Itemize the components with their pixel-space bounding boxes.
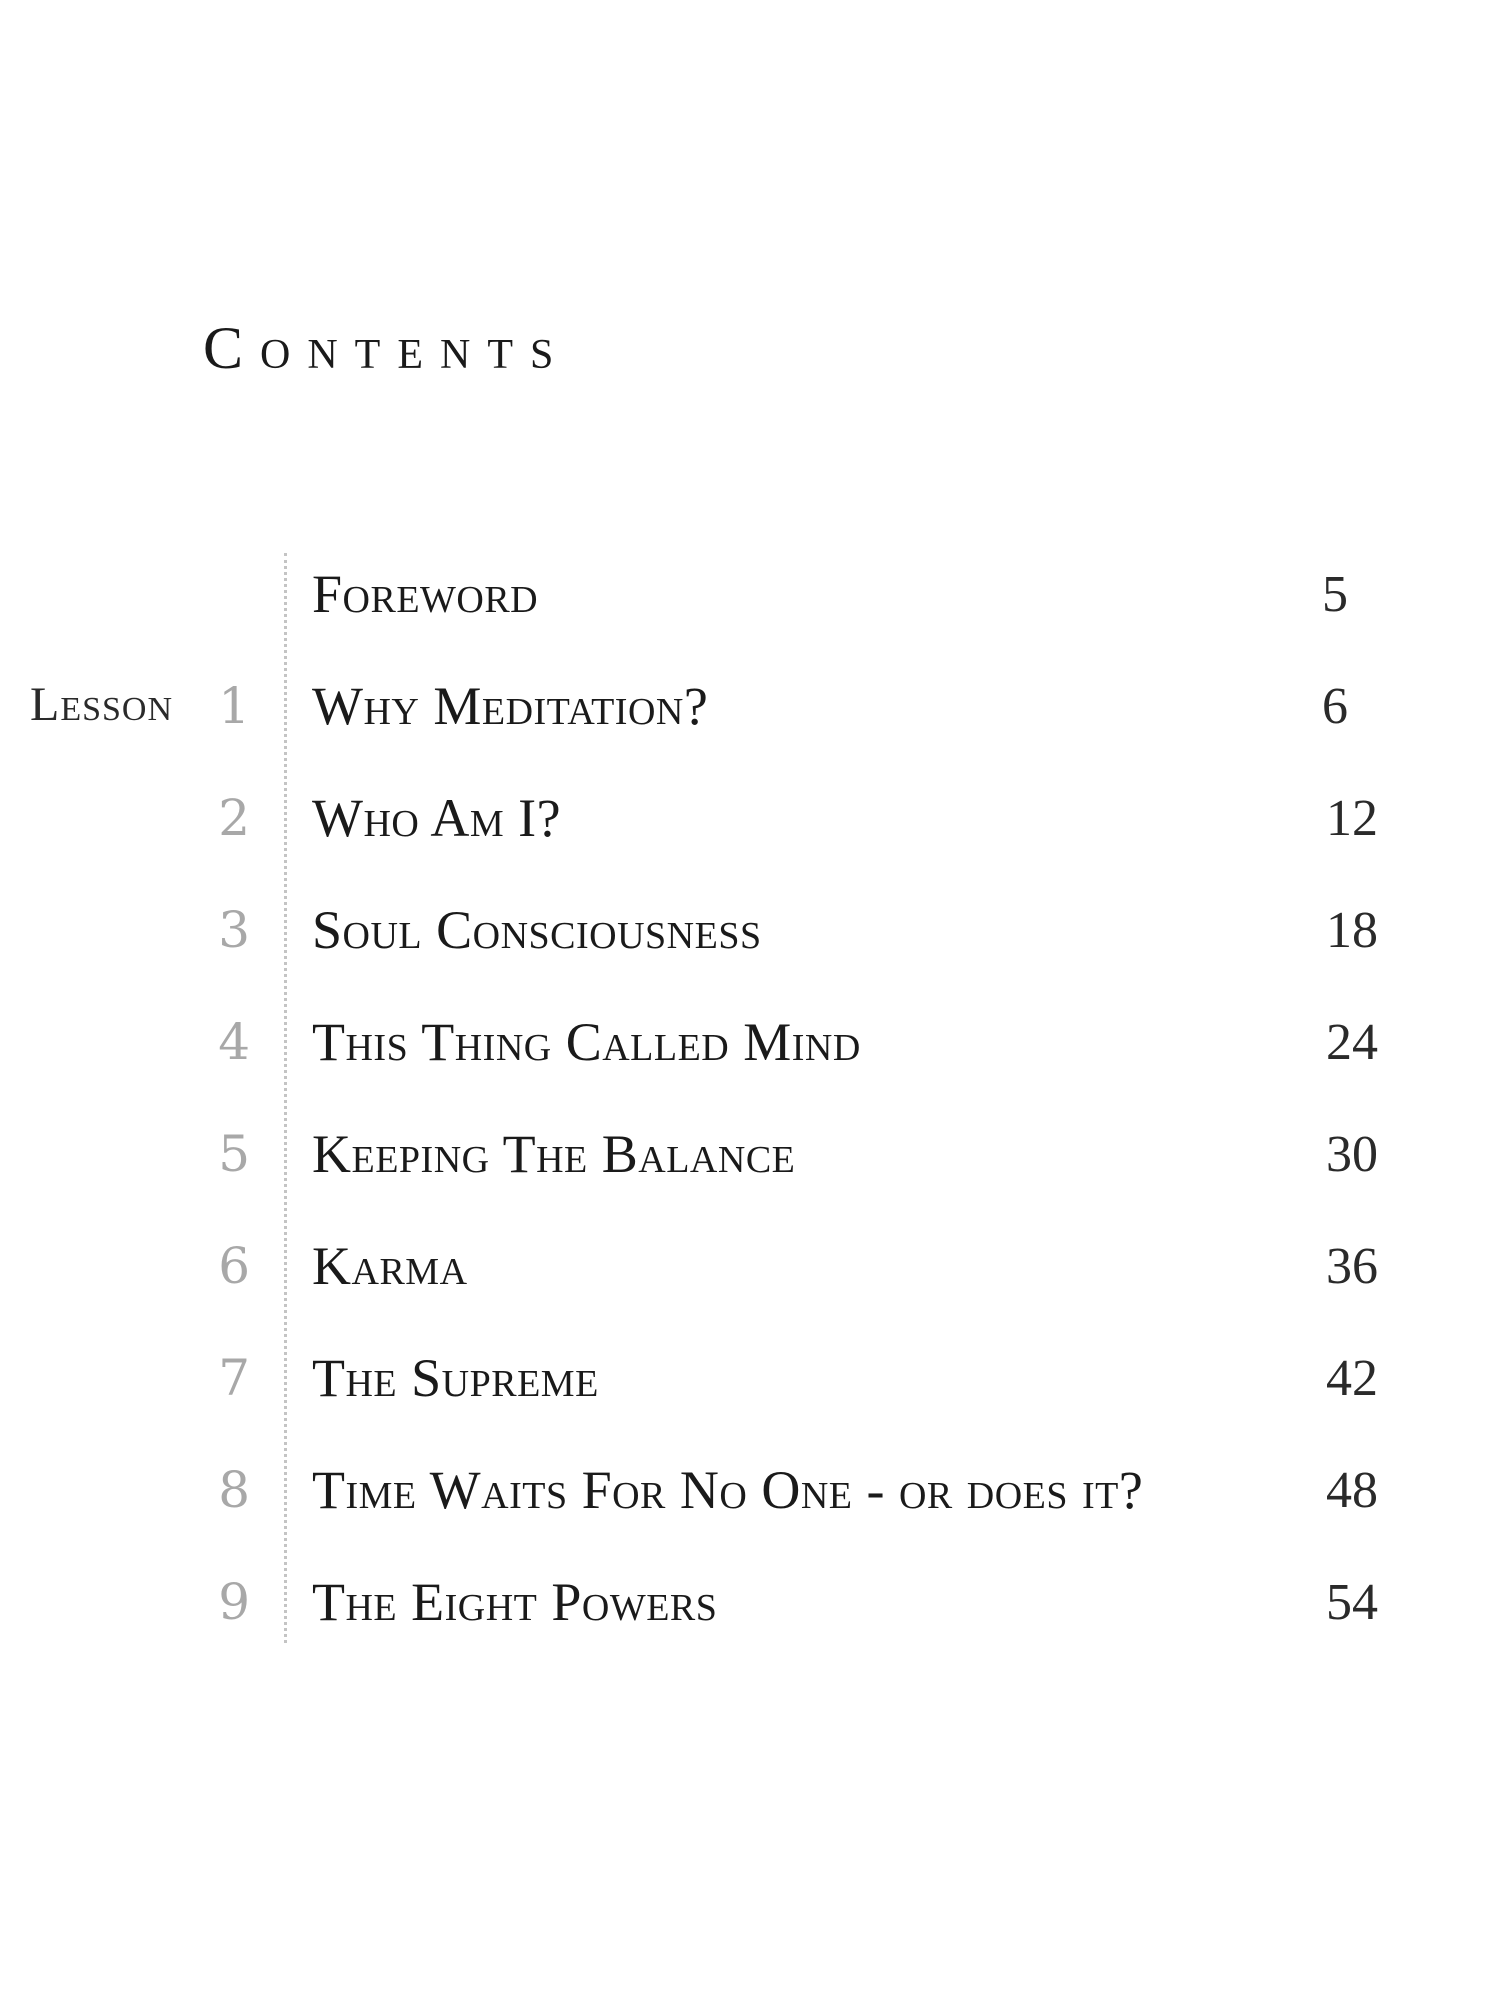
- toc-entry-title[interactable]: Foreword: [312, 564, 539, 624]
- toc-entry-title[interactable]: The Supreme: [312, 1348, 599, 1408]
- toc-entry-title[interactable]: Who Am I?: [312, 788, 562, 848]
- toc-row-lesson-7[interactable]: [0, 1337, 1500, 1449]
- toc-entry-title[interactable]: Keeping The Balance: [312, 1124, 796, 1184]
- toc-page-number: 48: [1326, 1462, 1378, 1519]
- toc-entry-title[interactable]: Why Meditation?: [312, 676, 709, 736]
- toc-lesson-number: 5: [218, 1125, 250, 1183]
- toc-page-number: 30: [1326, 1126, 1378, 1183]
- toc-lesson-number: 9: [218, 1573, 250, 1631]
- toc-entry-title[interactable]: Karma: [312, 1236, 468, 1296]
- toc-row-lesson-5[interactable]: [0, 1113, 1500, 1225]
- toc-page-number: 6: [1322, 678, 1348, 735]
- toc-row-lesson-4[interactable]: [0, 1001, 1500, 1113]
- toc-entry-title[interactable]: Soul Consciousness: [312, 900, 762, 960]
- toc-row-lesson-8[interactable]: [0, 1449, 1500, 1561]
- toc-lesson-number: 7: [218, 1349, 250, 1407]
- page-title: Contents: [203, 315, 571, 381]
- toc-page-number: 24: [1326, 1014, 1378, 1071]
- toc-row-lesson-3[interactable]: [0, 889, 1500, 1001]
- toc-lesson-number: 1: [218, 677, 250, 735]
- toc-entry-title[interactable]: This Thing Called Mind: [312, 1012, 861, 1072]
- toc-lesson-number: 8: [218, 1461, 250, 1519]
- toc-lesson-number: 4: [218, 1013, 250, 1071]
- toc-page-number: 54: [1326, 1574, 1378, 1631]
- toc-lesson-number: 2: [218, 789, 250, 847]
- toc-row-lesson-2[interactable]: [0, 777, 1500, 889]
- toc-entry-title[interactable]: The Eight Powers: [312, 1572, 718, 1632]
- toc-page-number: 12: [1326, 790, 1378, 847]
- toc-page-number: 5: [1322, 566, 1348, 623]
- toc-row-lesson-6[interactable]: [0, 1225, 1500, 1337]
- toc-row-foreword[interactable]: [0, 553, 1500, 665]
- toc-page-number: 36: [1326, 1238, 1378, 1295]
- toc-row-lesson-9[interactable]: [0, 1561, 1500, 1673]
- toc-lesson-number: 3: [218, 901, 250, 959]
- toc-entry-title[interactable]: Time Waits For No One - or does it?: [312, 1460, 1144, 1520]
- table-of-contents: [0, 553, 1500, 1673]
- toc-page-number: 42: [1326, 1350, 1378, 1407]
- toc-page-number: 18: [1326, 902, 1378, 959]
- toc-lesson-number: 6: [218, 1237, 250, 1295]
- toc-row-lesson-1[interactable]: [0, 665, 1500, 777]
- lesson-label: Lesson: [30, 678, 174, 731]
